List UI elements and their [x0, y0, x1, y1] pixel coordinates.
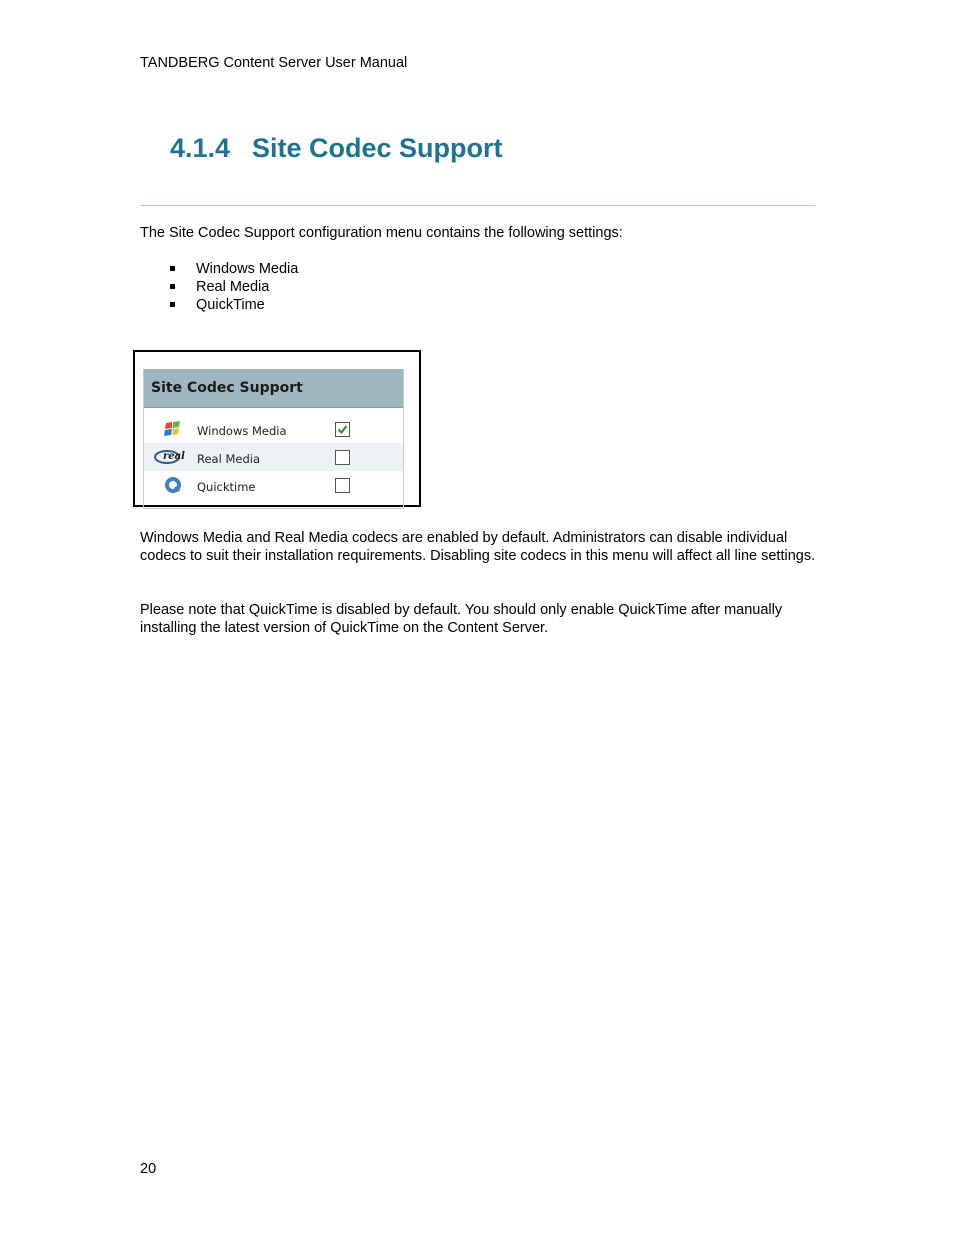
panel-title: Site Codec Support: [151, 380, 303, 396]
section-title: Site Codec Support: [252, 133, 503, 163]
codec-label: Real Media: [197, 452, 260, 466]
section-heading: [170, 133, 503, 164]
body-paragraph: Windows Media and Real Media codecs are enabled by default. Administrators can disable individual codecs to suit their installation requirements. Disabling site codecs in this menu will affect all line settings.: [140, 530, 816, 564]
windows-media-icon: [162, 419, 184, 439]
real-media-checkbox[interactable]: [335, 450, 350, 465]
codec-row-real-media: [144, 443, 403, 471]
windows-media-checkbox[interactable]: [335, 422, 350, 437]
codec-row-quicktime: [144, 471, 403, 499]
page-number: 20: [140, 1161, 157, 1177]
codec-label: Quicktime: [197, 480, 256, 494]
quicktime-checkbox[interactable]: [335, 478, 350, 493]
codec-label: Windows Media: [197, 424, 287, 438]
svg-text:real: real: [163, 451, 185, 462]
codec-row-windows-media: [144, 415, 403, 443]
panel-header: [144, 369, 403, 408]
list-item: Real Media: [140, 278, 298, 296]
heading-divider: [140, 205, 815, 206]
site-codec-support-panel: [143, 369, 404, 509]
body-paragraph: Please note that QuickTime is disabled by default. You should only enable QuickTime after manually installing the latest version of QuickTime on the Content Server.: [140, 602, 783, 636]
list-item: Windows Media: [140, 260, 298, 278]
real-media-icon: [162, 447, 184, 467]
running-header: TANDBERG Content Server User Manual: [140, 55, 408, 71]
intro-paragraph: The Site Codec Support configuration menu contains the following settings:: [140, 225, 623, 241]
settings-list: [140, 260, 298, 314]
list-item: QuickTime: [140, 296, 298, 314]
section-number: 4.1.4: [170, 133, 231, 163]
quicktime-icon: [162, 475, 184, 495]
